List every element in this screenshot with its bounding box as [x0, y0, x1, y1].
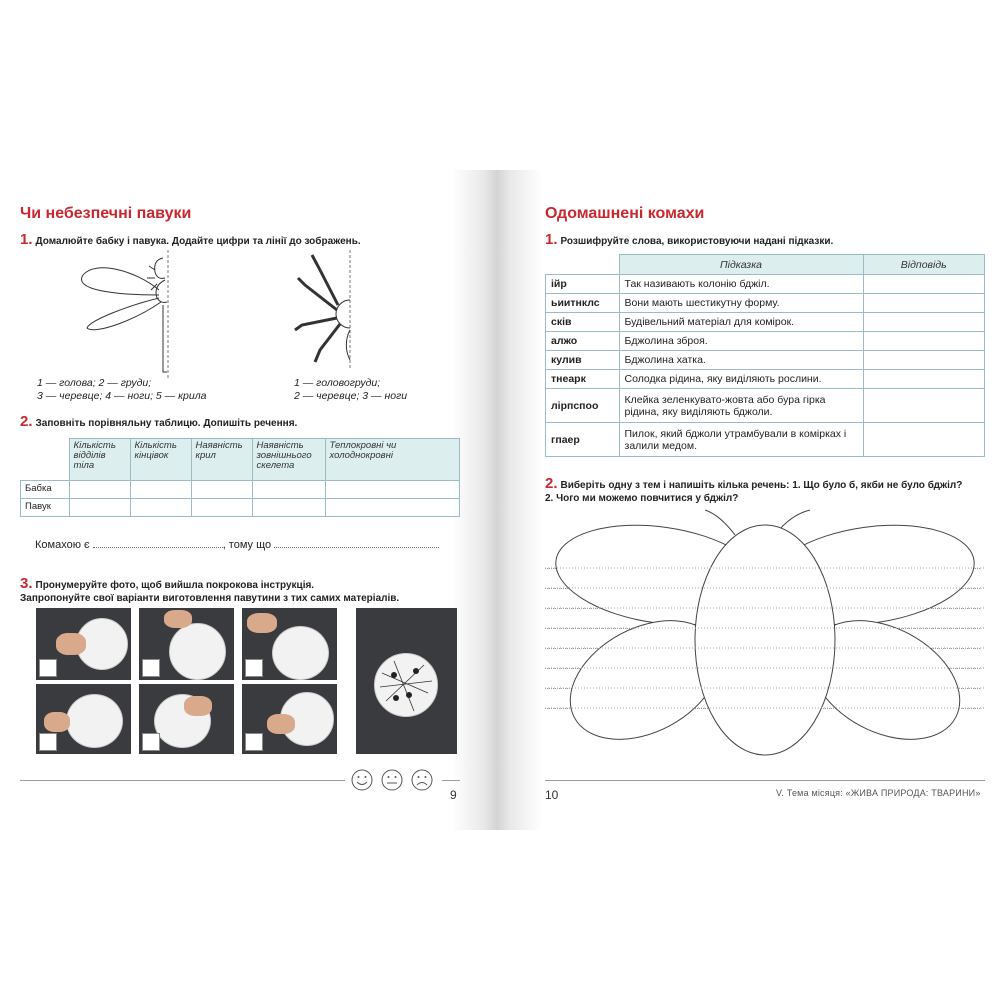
photo-step — [36, 684, 131, 754]
scrambled-word: алжо — [546, 332, 620, 351]
answer-cell[interactable] — [863, 313, 985, 332]
dragonfly-caption-line1: 1 — голова; 2 — груди; — [37, 377, 152, 389]
spider-caption-line2: 2 — черевце; 3 — ноги — [294, 390, 408, 402]
table-row — [546, 351, 985, 370]
column-header: Кількість кінцівок — [130, 439, 191, 481]
sad-face-icon[interactable] — [412, 770, 432, 790]
task-text: Виберіть одну з тем і напишіть кілька речень: 1. Що було б, якби не було бджіл? — [560, 480, 963, 491]
left-task2-instruction — [20, 413, 298, 430]
butterfly-outline-drawing — [545, 505, 985, 765]
answer-cell[interactable] — [863, 423, 985, 457]
answer-cell[interactable] — [863, 370, 985, 389]
answer-cell[interactable] — [130, 499, 191, 517]
number-box[interactable] — [142, 659, 160, 677]
task-text: Розшифруйте слова, використовуючи надані підказки. — [560, 236, 834, 247]
column-header-answer: Відповідь — [863, 255, 985, 275]
comparison-table — [20, 438, 460, 517]
spider-half-drawing — [290, 250, 360, 370]
right-task1-instruction — [545, 231, 834, 248]
answer-cell[interactable] — [325, 499, 460, 517]
column-header: Теплокровні чи холоднокровні — [325, 439, 460, 481]
left-task1-instruction — [20, 231, 361, 248]
table-row — [546, 313, 985, 332]
photo-step — [242, 684, 337, 754]
hint-cell: Бджолина зброя. — [619, 332, 863, 351]
footer-theme-label: V. Тема місяця: «ЖИВА ПРИРОДА: ТВАРИНИ» — [776, 788, 981, 798]
hint-cell: Бджолина хатка. — [619, 351, 863, 370]
task-number: 2. — [20, 413, 33, 430]
table-row — [546, 294, 985, 313]
column-header: Кількість відділів тіла — [69, 439, 130, 481]
empty-corner-cell — [21, 439, 70, 481]
answer-cell[interactable] — [863, 294, 985, 313]
table-row — [21, 499, 460, 517]
sentence-start: Комахою є — [35, 539, 90, 551]
left-task3-instruction-line2: Запропонуйте свої варіанти виготовлення павутини з тих самих матеріалів. — [20, 593, 400, 604]
task-number: 1. — [545, 231, 558, 248]
page-number-left: 9 — [450, 788, 457, 802]
task-text: Заповніть порівняльну таблицю. Допишіть речення. — [35, 418, 298, 429]
dragonfly-caption-line2: 3 — черевце; 4 — ноги; 5 — крила — [37, 390, 207, 402]
answer-cell[interactable] — [252, 481, 325, 499]
self-assessment-faces — [350, 768, 440, 792]
answer-cell[interactable] — [252, 499, 325, 517]
answer-cell[interactable] — [69, 499, 130, 517]
scrambled-word: ьиитнклс — [546, 294, 620, 313]
column-header-hint: Підказка — [619, 255, 863, 275]
hint-cell: Вони мають шестикутну форму. — [619, 294, 863, 313]
number-box[interactable] — [39, 659, 57, 677]
task-number: 2. — [545, 475, 558, 492]
hint-cell: Так називають колонію бджіл. — [619, 275, 863, 294]
table-row — [546, 370, 985, 389]
smile-face-icon[interactable] — [352, 770, 372, 790]
photo-finished-web — [356, 608, 457, 754]
scrambled-word: гпаер — [546, 423, 620, 457]
task-text: Пронумеруйте фото, щоб вийшла покрокова інструкція. — [35, 580, 315, 591]
scrambled-word: лірпспоо — [546, 389, 620, 423]
empty-corner-cell — [546, 255, 620, 275]
cipher-words-table — [545, 254, 985, 457]
column-header: Наявність зовнішнього скелета — [252, 439, 325, 481]
blank-line[interactable] — [93, 538, 223, 548]
hint-cell: Солодка рідина, яку виділяють рослини. — [619, 370, 863, 389]
completion-sentence — [35, 538, 439, 551]
footer-line — [442, 780, 460, 781]
answer-cell[interactable] — [191, 481, 252, 499]
neutral-face-icon[interactable] — [382, 770, 402, 790]
table-row — [546, 389, 985, 423]
answer-cell[interactable] — [863, 351, 985, 370]
answer-cell[interactable] — [863, 332, 985, 351]
scrambled-word: тнеарк — [546, 370, 620, 389]
answer-cell[interactable] — [191, 499, 252, 517]
table-row — [546, 332, 985, 351]
right-task2-instruction-line2: 2. Чого ми можемо повчитися у бджіл? — [545, 493, 739, 504]
scrambled-word: ійр — [546, 275, 620, 294]
sentence-middle: , тому що — [222, 539, 272, 551]
spider-caption-line1: 1 — головогруди; — [294, 377, 381, 389]
photo-step — [139, 608, 234, 680]
photo-step — [36, 608, 131, 680]
blank-line[interactable] — [274, 538, 439, 548]
left-page-title: Чи небезпечні павуки — [20, 205, 192, 222]
table-row — [546, 275, 985, 294]
right-task2-instruction — [545, 475, 963, 492]
task-number: 3. — [20, 575, 33, 592]
number-box[interactable] — [39, 733, 57, 751]
number-box[interactable] — [245, 733, 263, 751]
answer-cell[interactable] — [863, 389, 985, 423]
scrambled-word: кулив — [546, 351, 620, 370]
footer-line — [545, 780, 985, 781]
hint-cell: Клейка зеленкувато-жовта або бура гірка рідина, яку виділяють бджоли. — [619, 389, 863, 423]
page-number-right: 10 — [545, 788, 559, 802]
column-header: Наявність крил — [191, 439, 252, 481]
photo-step — [139, 684, 234, 754]
right-page-title: Одомашнені комахи — [545, 205, 705, 222]
answer-cell[interactable] — [325, 481, 460, 499]
table-row — [546, 423, 985, 457]
hint-cell: Будівельний матеріал для комірок. — [619, 313, 863, 332]
task-number: 1. — [20, 231, 33, 248]
row-label: Павук — [21, 499, 70, 517]
row-label: Бабка — [21, 481, 70, 499]
hint-cell: Пилок, який бджоли утрамбували в комірках і залили медом. — [619, 423, 863, 457]
book-spine — [452, 170, 542, 830]
footer-line — [20, 780, 345, 781]
left-task3-instruction — [20, 575, 315, 592]
answer-cell[interactable] — [130, 481, 191, 499]
table-row — [21, 481, 460, 499]
dragonfly-half-drawing — [75, 250, 190, 380]
task-text: Домалюйте бабку і павука. Додайте цифри та лінії до зображень. — [35, 236, 361, 247]
number-box[interactable] — [245, 659, 263, 677]
number-box[interactable] — [142, 733, 160, 751]
answer-cell[interactable] — [863, 275, 985, 294]
answer-cell[interactable] — [69, 481, 130, 499]
photo-step — [242, 608, 337, 680]
scrambled-word: сків — [546, 313, 620, 332]
